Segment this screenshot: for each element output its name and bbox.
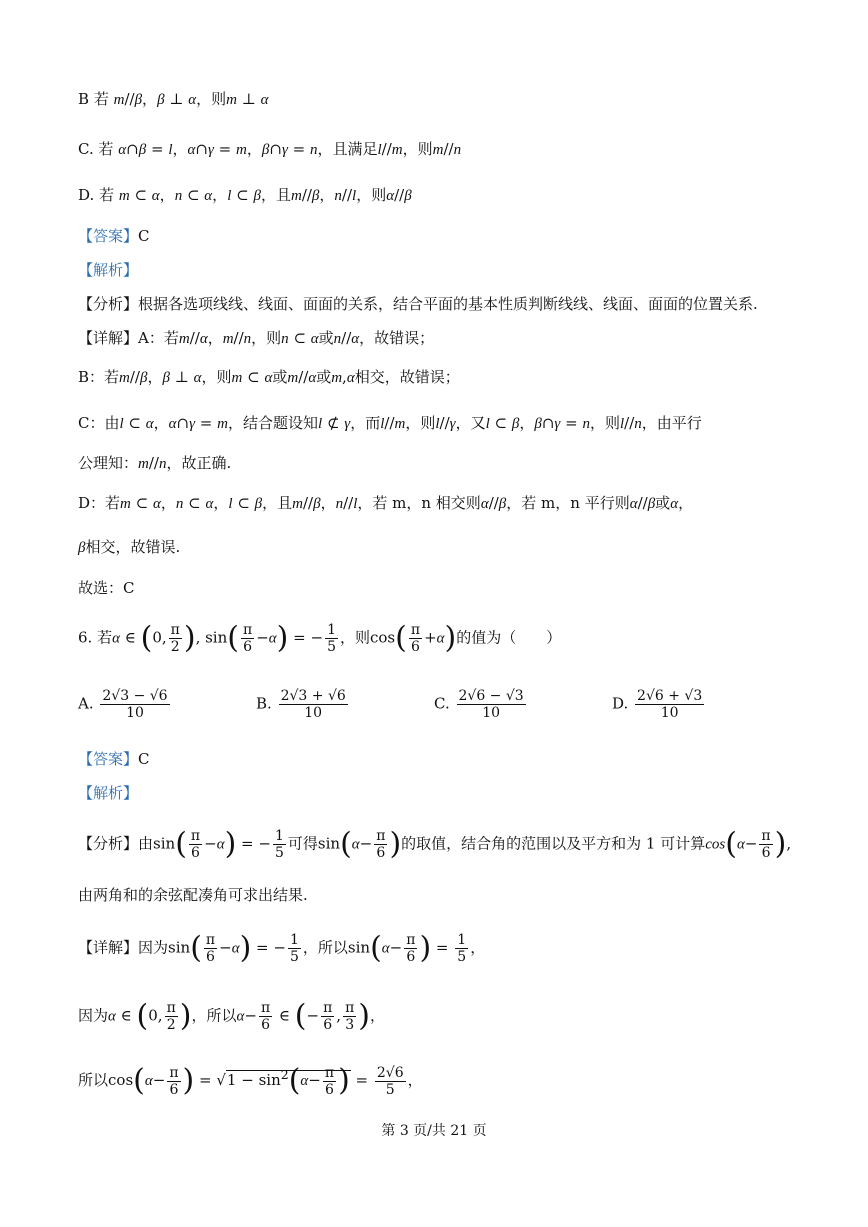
detail-c-line2: 公理知：m//n，故正确. [78,454,232,472]
detail-c: C：由l ⊂ α，α∩γ = m，结合题设知l ⊄ γ，而l//m，则l//γ，又l ⊂ β，β∩γ = n，则l//n，由平行 [78,414,702,432]
detail-d-line2: β相交，故错误. [78,538,181,556]
detail-a: 【详解】A：若m//α，m//n，则n ⊂ α或n//α，故错误； [78,329,435,347]
analysis-heading: 【解析】 [78,261,139,279]
step-3: 所以cos(α− $\frac{\pi}{6}$ ) = $√1 - \sin^2(\alpha-$ $\frac{\pi}{6}$ ) = $\frac{2√6}{5}$ ， [78,1063,423,1098]
analysis-heading-2: 【解析】 [78,784,139,802]
option-label: B [78,90,90,108]
detail-2: 【详解】因为sin( $\frac{\pi}{6}$ −α) = − $\frac{1}{5}$ ，所以sin(α− $\frac{\pi}{6}$ ) = $\frac{1}{5}$ ， [78,930,486,966]
option-d: D. 若 m ⊂ α，n ⊂ α，l ⊂ β，且m//β，n//l，则α//β [78,186,412,204]
question-6: 6. 若α ∈ (0, $\frac{\pi}{2}$ ), sin( $\frac{\pi}{6}$ −α) = − $\frac{1}{5}$ ，则cos( $\frac{\pi}{6}$ +α)的值为（ ） [78,620,562,656]
answer-line-2: 【答案】C [78,750,150,768]
option-c: C. 若 α∩β = l，α∩γ = m，β∩γ = n，且满足l//m，则m//n [78,140,462,158]
fenxi-line-2b: 由两角和的余弦配凑角可求出结果. [78,886,308,904]
q6-option-c: C. $\frac{2√6 - √3}{10}$ [434,688,524,721]
page-footer: 第 3 页/共 21 页 [381,1123,487,1139]
option-b: B 若 m//β，β ⊥ α，则m ⊥ α [78,90,269,108]
answer-line: 【答案】C [78,227,150,245]
q6-option-d: D. $\frac{2√6 + √3}{10}$ [612,688,703,721]
detail-b: B：若m//β，β ⊥ α，则m ⊂ α或m//α或m,α相交，故错误； [78,368,460,386]
q6-option-a: A. $\frac{2√3 - √6}{10}$ [78,688,168,721]
step-2: 因为α ∈ (0, $\frac{\pi}{2}$ )，所以α− $\frac{\pi}{6}$ ∈ (− $\frac{\pi}{6}$ , $\frac{\pi}{3}$ )， [78,998,386,1034]
fenxi-line: 【分析】根据各选项线线、线面、面面的关系，结合平面的基本性质判断线线、线面、面面的位置关系. [78,295,758,313]
detail-d: D：若m ⊂ α，n ⊂ α，l ⊂ β，且m//β，n//l，若 m，n 相交则α//β，若 m，n 平行则α//β或α， [78,494,694,512]
choose-line: 故选：C [78,579,135,597]
q6-option-b: B. $\frac{2√3 + √6}{10}$ [256,688,346,721]
fenxi-line-2: 【分析】由sin( $\frac{\pi}{6}$ −α) = − $\frac{1}{5}$ 可得sin(α− $\frac{\pi}{6}$ )的取值，结合角的范围以及平方和为 1 可计算cos(α− $\frac{\pi}{6}$ ), [78,826,792,862]
